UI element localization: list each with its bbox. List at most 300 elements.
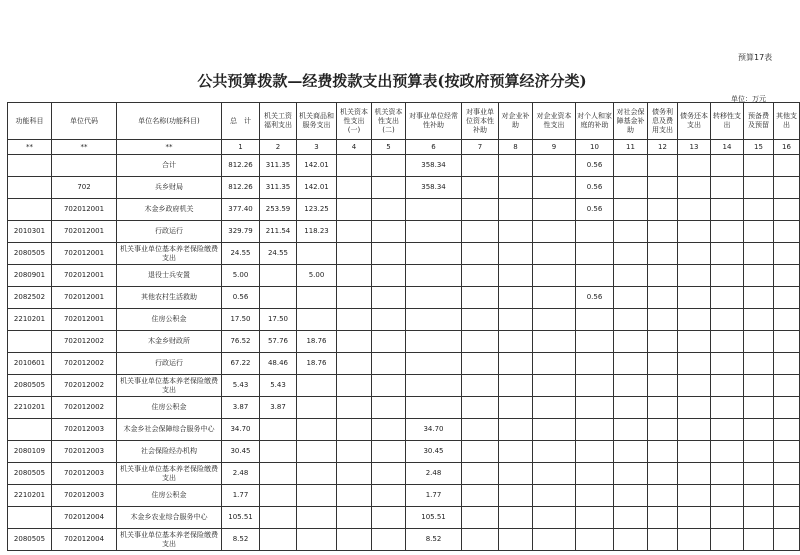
table-cell [648,177,678,199]
table-cell [533,375,576,397]
table-cell [406,309,462,331]
table-cell [614,177,648,199]
table-cell: 0.56 [576,177,614,199]
table-cell [648,199,678,221]
table-cell [648,155,678,177]
table-cell [648,309,678,331]
table-cell [533,309,576,331]
table-cell [614,441,648,463]
table-cell [533,177,576,199]
page-title: 公共预算拨款—经费拨款支出预算表(按政府预算经济分类) [197,72,587,90]
table-cell [462,331,499,353]
table-cell [711,221,744,243]
table-cell [499,507,533,529]
table-cell [711,331,744,353]
table-cell: 702012001 [52,265,117,287]
table-cell [260,265,297,287]
table-cell: 702012001 [52,199,117,221]
table-cell [337,265,372,287]
table-cell: 0.56 [576,287,614,309]
table-cell [774,331,800,353]
table-cell [406,353,462,375]
table-cell: 住房公积金 [117,397,222,419]
table-cell [499,397,533,419]
table-cell [576,331,614,353]
table-cell [576,485,614,507]
table-cell: 377.40 [222,199,260,221]
table-cell [678,463,711,485]
table-cell: 702012003 [52,441,117,463]
table-row [8,265,800,287]
table-cell [462,485,499,507]
table-cell: 住房公积金 [117,485,222,507]
table-cell: 702012001 [52,243,117,265]
table-cell [499,375,533,397]
table-cell: 30.45 [222,441,260,463]
table-cell [260,463,297,485]
table-cell [499,309,533,331]
table-cell [678,243,711,265]
table-cell [297,243,337,265]
table-cell [499,441,533,463]
table-cell [678,507,711,529]
column-header: 功能科目 [8,103,52,140]
table-cell [678,375,711,397]
table-cell [648,221,678,243]
table-cell [678,309,711,331]
column-header: 总 计 [222,103,260,140]
column-number: ** [117,140,222,155]
table-cell: 812.26 [222,177,260,199]
table-cell [8,507,52,529]
table-cell: 48.46 [260,353,297,375]
table-cell [744,485,774,507]
header-row [8,103,800,140]
table-cell: 2010601 [8,353,52,375]
column-header: 对企业资本性支出 [533,103,576,140]
table-cell [462,353,499,375]
table-cell [372,199,406,221]
table-cell: 2210201 [8,485,52,507]
table-cell [744,463,774,485]
column-number: 15 [744,140,774,155]
table-cell [372,485,406,507]
table-cell: 17.50 [222,309,260,331]
table-cell [614,265,648,287]
table-cell [499,221,533,243]
table-cell: 0.56 [576,199,614,221]
table-cell [678,331,711,353]
table-cell [406,331,462,353]
table-cell: 2080901 [8,265,52,287]
table-cell [372,265,406,287]
column-number: 4 [337,140,372,155]
column-number: ** [8,140,52,155]
table-cell [462,375,499,397]
table-cell [614,463,648,485]
table-cell [678,155,711,177]
column-number: 13 [678,140,711,155]
table-row [8,529,800,551]
table-cell: 702012002 [52,353,117,375]
table-cell: 702012001 [52,221,117,243]
table-cell [337,419,372,441]
table-cell [648,397,678,419]
table-cell [744,331,774,353]
table-cell [499,419,533,441]
table-cell [533,507,576,529]
table-cell [744,243,774,265]
table-cell [8,419,52,441]
column-header: 转移性支出 [711,103,744,140]
table-cell [499,177,533,199]
table-cell [297,529,337,551]
table-cell [499,463,533,485]
table-cell [576,353,614,375]
table-cell [744,353,774,375]
table-cell [711,265,744,287]
table-cell: 2080109 [8,441,52,463]
table-row [8,397,800,419]
table-cell [533,265,576,287]
table-cell [678,265,711,287]
table-cell: 142.01 [297,155,337,177]
column-header: 单位代码 [52,103,117,140]
table-cell [614,507,648,529]
table-cell [499,529,533,551]
table-cell: 34.70 [406,419,462,441]
table-cell [533,353,576,375]
table-cell: 5.00 [297,265,337,287]
table-cell: 311.35 [260,155,297,177]
table-row [8,485,800,507]
table-cell [774,265,800,287]
table-cell: 2080505 [8,529,52,551]
table-cell [678,485,711,507]
table-cell: 木金乡政府机关 [117,199,222,221]
table-row [8,155,800,177]
table-cell [774,375,800,397]
table-cell: 2080505 [8,375,52,397]
table-cell [260,419,297,441]
table-cell [462,441,499,463]
table-cell [576,397,614,419]
table-cell [337,155,372,177]
table-cell [499,155,533,177]
table-cell [406,221,462,243]
column-header: 对社会保障基金补助 [614,103,648,140]
table-cell [462,529,499,551]
column-header: 预备费及预留 [744,103,774,140]
table-cell [614,243,648,265]
table-cell [406,287,462,309]
table-cell [297,419,337,441]
table-cell [711,287,744,309]
table-cell [533,529,576,551]
table-cell: 5.43 [260,375,297,397]
table-cell: 住房公积金 [117,309,222,331]
table-cell [774,177,800,199]
column-header: 对企业补助 [499,103,533,140]
table-cell: 2210201 [8,397,52,419]
table-cell: 123.25 [297,199,337,221]
table-cell [499,199,533,221]
table-cell [533,287,576,309]
table-cell: 2080505 [8,243,52,265]
table-cell [576,375,614,397]
table-cell [406,397,462,419]
table-cell [711,485,744,507]
table-cell: 702012003 [52,485,117,507]
table-cell: 253.59 [260,199,297,221]
table-cell [774,485,800,507]
column-number: 9 [533,140,576,155]
table-cell: 行政运行 [117,221,222,243]
table-row [8,507,800,529]
column-header: 其他支出 [774,103,800,140]
table-cell [614,331,648,353]
form-number: 预算17表 [738,53,773,62]
table-cell [8,155,52,177]
table-cell [462,419,499,441]
table-cell [614,155,648,177]
table-cell [744,177,774,199]
table-cell [576,463,614,485]
table-cell [774,199,800,221]
column-header: 债务利息及费用支出 [648,103,678,140]
table-cell [614,221,648,243]
table-cell: 30.45 [406,441,462,463]
table-cell [372,529,406,551]
table-cell [337,375,372,397]
table-cell [337,397,372,419]
table-cell [406,265,462,287]
table-cell [533,441,576,463]
table-cell: 702 [52,177,117,199]
table-cell [372,353,406,375]
table-cell: 木金乡社会保障综合服务中心 [117,419,222,441]
table-cell: 24.55 [260,243,297,265]
table-cell [744,441,774,463]
table-cell: 118.23 [297,221,337,243]
table-cell [372,419,406,441]
table-cell: 其他农村生活救助 [117,287,222,309]
table-cell: 211.54 [260,221,297,243]
table-cell [462,243,499,265]
column-number: 16 [774,140,800,155]
table-cell [678,529,711,551]
table-cell [337,441,372,463]
table-cell [711,507,744,529]
table-cell [576,309,614,331]
table-cell [774,507,800,529]
table-row [8,221,800,243]
table-cell [614,309,648,331]
table-cell [297,507,337,529]
table-cell [260,287,297,309]
table-cell [499,353,533,375]
table-cell: 合计 [117,155,222,177]
table-cell [372,375,406,397]
table-cell [297,485,337,507]
table-cell: 2210201 [8,309,52,331]
table-cell [711,177,744,199]
table-cell: 1.77 [406,485,462,507]
budget-table [7,102,800,551]
table-cell: 木金乡财政所 [117,331,222,353]
table-cell [744,397,774,419]
column-number: 10 [576,140,614,155]
table-cell: 24.55 [222,243,260,265]
table-cell [576,243,614,265]
table-cell [462,287,499,309]
table-cell: 57.76 [260,331,297,353]
table-cell [462,155,499,177]
table-cell [499,485,533,507]
table-cell [8,331,52,353]
table-cell: 0.56 [576,155,614,177]
table-cell [744,265,774,287]
column-header: 机关资本性支出(一) [337,103,372,140]
table-cell [711,463,744,485]
column-header: 机关资本性支出(二) [372,103,406,140]
table-cell [337,199,372,221]
table-cell [678,441,711,463]
column-number: 7 [462,140,499,155]
table-cell [372,309,406,331]
table-cell [648,265,678,287]
table-cell [576,529,614,551]
table-cell [711,199,744,221]
table-cell [297,309,337,331]
table-cell [744,309,774,331]
table-cell: 18.76 [297,353,337,375]
table-cell: 34.70 [222,419,260,441]
table-cell [614,529,648,551]
table-cell [372,287,406,309]
table-cell [678,177,711,199]
table-cell: 702012002 [52,397,117,419]
column-number: 12 [648,140,678,155]
table-cell [648,463,678,485]
table-cell [297,375,337,397]
table-cell [406,243,462,265]
table-cell [744,375,774,397]
table-cell [678,419,711,441]
table-cell: 2080505 [8,463,52,485]
table-cell [774,221,800,243]
table-cell [52,155,117,177]
table-cell [774,287,800,309]
table-cell [372,243,406,265]
table-cell [774,353,800,375]
table-cell: 702012004 [52,529,117,551]
table-cell: 142.01 [297,177,337,199]
table-cell [372,331,406,353]
table-cell [576,419,614,441]
table-cell [372,397,406,419]
table-cell [462,309,499,331]
table-cell [648,243,678,265]
table-cell [533,463,576,485]
table-cell [744,287,774,309]
table-cell [260,485,297,507]
table-cell [648,353,678,375]
table-cell [297,397,337,419]
table-cell [614,397,648,419]
table-cell [614,353,648,375]
table-cell [774,441,800,463]
table-cell [678,397,711,419]
table-cell [576,507,614,529]
table-cell [337,331,372,353]
table-cell [297,287,337,309]
column-number-row [8,140,800,155]
table-cell [297,463,337,485]
table-row [8,419,800,441]
table-cell [711,397,744,419]
table-cell [648,529,678,551]
table-cell [744,507,774,529]
table-cell: 2010301 [8,221,52,243]
table-cell [648,485,678,507]
column-header: 对个人和家庭的补助 [576,103,614,140]
table-cell [648,331,678,353]
table-cell: 5.43 [222,375,260,397]
column-header: 机关工资福利支出 [260,103,297,140]
table-cell [462,507,499,529]
table-cell [614,287,648,309]
table-cell [533,331,576,353]
table-cell [648,441,678,463]
table-cell [711,353,744,375]
table-cell: 76.52 [222,331,260,353]
table-cell [533,243,576,265]
table-cell [774,463,800,485]
table-cell [260,507,297,529]
table-cell: 8.52 [406,529,462,551]
table-cell [533,221,576,243]
table-cell: 2.48 [222,463,260,485]
table-cell: 18.76 [297,331,337,353]
table-cell [744,529,774,551]
table-cell [372,507,406,529]
table-cell [744,155,774,177]
table-cell: 702012001 [52,287,117,309]
table-cell [711,529,744,551]
table-cell [462,463,499,485]
table-cell [372,155,406,177]
table-cell [337,507,372,529]
table-cell [614,375,648,397]
table-cell [533,419,576,441]
table-cell: 358.34 [406,177,462,199]
table-row [8,199,800,221]
table-cell [533,485,576,507]
table-cell [406,375,462,397]
column-number: 6 [406,140,462,155]
table-cell [774,419,800,441]
column-number: 3 [297,140,337,155]
table-cell [711,441,744,463]
table-cell: 311.35 [260,177,297,199]
table-cell: 机关事业单位基本养老保险缴费支出 [117,375,222,397]
table-cell: 105.51 [222,507,260,529]
table-row [8,375,800,397]
column-number: 2 [260,140,297,155]
table-cell [711,243,744,265]
table-cell [499,331,533,353]
